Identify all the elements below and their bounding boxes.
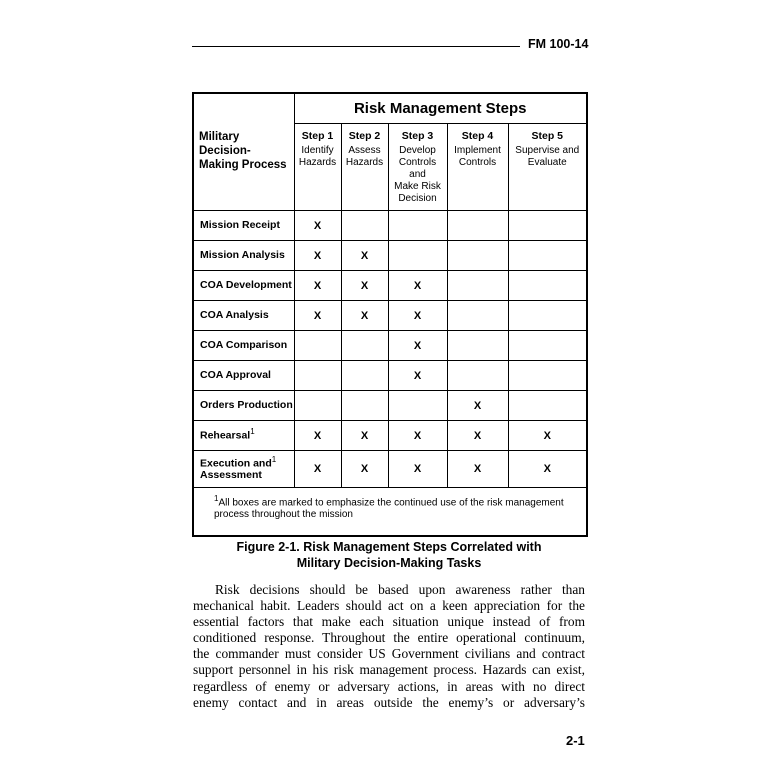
task-label-line1: Execution and: [200, 457, 272, 470]
step-3-mark: X: [388, 271, 447, 301]
body-line: enemy contact and in areas outside the enemy’s or adversary’s: [193, 694, 585, 710]
figure-caption: [192, 539, 586, 571]
step-1-mark: X: [294, 271, 341, 301]
step-2-mark: X: [341, 241, 388, 271]
table-row: [193, 331, 587, 361]
step-1-mark: X: [294, 211, 341, 241]
corner-label-line2: Making Process: [199, 158, 287, 171]
step-description-line: Controls: [458, 156, 497, 168]
step-2-mark: X: [341, 271, 388, 301]
task-label: [193, 211, 294, 241]
task-label-text: Orders Production: [200, 398, 293, 411]
task-label-text: Rehearsal: [200, 429, 251, 442]
step-5-mark: [508, 331, 587, 361]
step-description-line: and: [409, 168, 426, 180]
step-5-mark: X: [508, 451, 587, 488]
task-rows: [193, 211, 587, 488]
corner-label-line1: Military Decision-: [199, 131, 251, 158]
task-label-text: COA Approval: [200, 368, 271, 381]
step-5-mark: X: [508, 421, 587, 451]
step-number: Step 1: [301, 130, 334, 142]
step-number: Step 2: [348, 130, 381, 142]
footnote-line1: All boxes are marked to emphasize the continued use of the risk management: [218, 497, 564, 509]
body-line: regardless of enemy or adversary actions, in areas with no direct: [193, 678, 585, 694]
table-row: [193, 421, 587, 451]
task-label: [193, 331, 294, 361]
step-2-mark: X: [341, 451, 388, 488]
step-5-mark: [508, 211, 587, 241]
step-5-mark: [508, 391, 587, 421]
step-5-header: [508, 124, 587, 211]
step-1-mark: X: [294, 421, 341, 451]
step-number: Step 4: [461, 130, 494, 142]
step-description-line: Evaluate: [527, 156, 567, 168]
footnote: [193, 488, 587, 536]
step-2-mark: [341, 331, 388, 361]
step-4-mark: [447, 211, 508, 241]
step-4-mark: X: [447, 391, 508, 421]
step-description-line: Make Risk: [394, 180, 441, 192]
task-label-text: Mission Analysis: [200, 248, 285, 261]
step-1-mark: [294, 331, 341, 361]
step-3-mark: X: [388, 301, 447, 331]
body-line: the commander must consider US Government civilians and contract: [193, 646, 585, 662]
task-label: [193, 271, 294, 301]
task-label-line2: Assessment: [200, 469, 262, 482]
step-number: Step 3: [401, 130, 434, 142]
step-3-mark: [388, 241, 447, 271]
step-2-mark: [341, 211, 388, 241]
page-number: 2-1: [566, 733, 585, 748]
step-3-mark: X: [388, 331, 447, 361]
table-row: [193, 451, 587, 488]
corner-header: [193, 93, 294, 211]
header-rule: [192, 46, 520, 47]
step-3-mark: [388, 211, 447, 241]
task-label: [193, 421, 294, 451]
footnote-ref: 1: [271, 455, 277, 465]
step-4-mark: [447, 301, 508, 331]
step-4-mark: [447, 331, 508, 361]
task-label-text: COA Comparison: [200, 338, 288, 351]
footnote-marker: 1: [214, 494, 219, 503]
table-row: [193, 271, 587, 301]
risk-management-table: [192, 92, 588, 537]
step-4-mark: [447, 271, 508, 301]
document-id: FM 100-14: [528, 37, 589, 51]
task-label: [193, 301, 294, 331]
steps-title: Risk Management Steps: [294, 93, 587, 124]
task-label: [193, 241, 294, 271]
step-3-header: [388, 124, 447, 211]
step-description-line: Supervise and: [515, 144, 580, 156]
step-2-mark: X: [341, 421, 388, 451]
table-row: [193, 241, 587, 271]
step-5-mark: [508, 301, 587, 331]
table-row: [193, 361, 587, 391]
step-3-mark: X: [388, 361, 447, 391]
step-description-line: Decision: [398, 192, 437, 204]
body-line: support personnel in his risk management process. Hazards can exist,: [193, 662, 585, 678]
step-5-mark: [508, 271, 587, 301]
task-label: [193, 451, 294, 488]
step-2-mark: [341, 391, 388, 421]
body-line: conditioned response. Throughout the entire operational continuum,: [193, 630, 585, 646]
step-number: Step 5: [531, 130, 563, 142]
step-4-mark: X: [447, 421, 508, 451]
step-3-mark: X: [388, 421, 447, 451]
step-1-mark: X: [294, 301, 341, 331]
step-1-mark: X: [294, 451, 341, 488]
step-2-mark: [341, 361, 388, 391]
step-3-mark: [388, 391, 447, 421]
task-label: [193, 361, 294, 391]
table-row: [193, 301, 587, 331]
step-1-header: [294, 124, 341, 211]
step-description-line: Develop: [399, 144, 436, 156]
step-5-mark: [508, 361, 587, 391]
step-description-line: Controls: [398, 156, 437, 168]
step-4-mark: X: [447, 451, 508, 488]
step-4-mark: [447, 241, 508, 271]
table-row: [193, 391, 587, 421]
step-1-mark: [294, 391, 341, 421]
step-2-mark: X: [341, 301, 388, 331]
body-line: essential factors that make each situation unique instead of from: [193, 614, 585, 630]
step-description-line: Assess: [348, 144, 381, 156]
body-paragraph: [193, 582, 585, 711]
step-4-mark: [447, 361, 508, 391]
step-4-header: [447, 124, 508, 211]
table-row: [193, 211, 587, 241]
body-line: Risk decisions should be based upon awareness rather than: [215, 582, 585, 597]
task-label-text: COA Analysis: [200, 308, 269, 321]
step-1-mark: X: [294, 241, 341, 271]
step-3-mark: X: [388, 451, 447, 488]
step-description-line: Identify: [301, 144, 334, 156]
task-label-text: COA Development: [200, 278, 292, 291]
body-line: mechanical habit. Leaders should act on a keen appreciation for the: [193, 598, 585, 614]
step-5-mark: [508, 241, 587, 271]
footnote-line2: process throughout the mission: [214, 508, 353, 520]
task-label: [193, 391, 294, 421]
step-description-line: Hazards: [298, 156, 337, 168]
footnote-ref: 1: [250, 427, 255, 437]
step-description-line: Implement: [454, 144, 501, 156]
caption-line2: Military Decision-Making Tasks: [296, 556, 482, 570]
caption-line1: Figure 2-1. Risk Management Steps Correlated with: [236, 540, 542, 554]
step-1-mark: [294, 361, 341, 391]
step-2-header: [341, 124, 388, 211]
step-description-line: Hazards: [345, 156, 384, 168]
task-label-text: Mission Receipt: [200, 218, 280, 231]
